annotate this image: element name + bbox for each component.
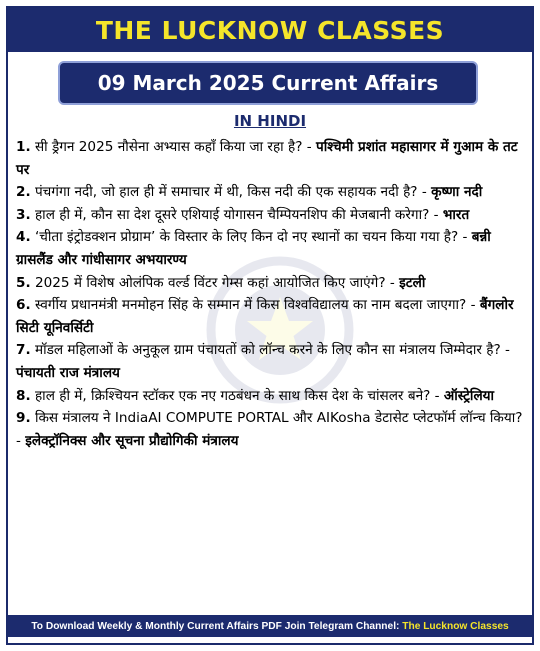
brand-banner (8, 8, 532, 52)
question-item (16, 339, 524, 384)
answer-text: इलेक्ट्रॉनिक्स और सूचना प्रौद्योगिकी मंत्रालय (25, 432, 239, 449)
question-number: 7. (16, 342, 31, 359)
footer-bar (8, 615, 532, 637)
question-text: स्वर्गीय प्रधानमंत्री मनमोहन सिंह के सम्मान में किस विश्वविद्यालय का नाम बदला जाएगा? - (34, 297, 480, 314)
answer-text: ऑस्ट्रेलिया (443, 387, 495, 404)
question-number: 6. (16, 297, 31, 314)
question-text: ‘चीता इंट्रोडक्शन प्रोग्राम’ के विस्तार के लिए किन दो नए स्थानों का चयन किया गया है? - (34, 229, 472, 246)
date-title: 09 March 2025 Current Affairs (97, 71, 439, 95)
question-text: पंचगंगा नदी, जो हाल ही में समाचार में थी, किस नदी की एक सहायक नदी है? - (34, 184, 432, 201)
question-item (16, 204, 524, 227)
question-text: मॉडल महिलाओं के अनुकूल ग्राम पंचायतों को लॉन्च करने के लिए कौन सा मंत्रालय जिम्मेदार है? - (34, 342, 510, 359)
question-number: 5. (16, 274, 31, 291)
question-item (16, 407, 524, 452)
answer-text: इटली (399, 274, 426, 291)
answer-text: पश्चिमी प्रशांत महासागर में गुआम के तट पर (16, 139, 518, 178)
answer-text: बैंगलोर सिटी यूनिवर्सिटी (16, 297, 514, 336)
language-heading (0, 111, 540, 130)
footer-text (31, 621, 508, 632)
answer-text: भारत (442, 206, 470, 223)
language-label: IN HINDI (233, 112, 307, 130)
question-text: किस मंत्रालय ने IndiaAI COMPUTE PORTAL और AIKosha डेटासेट प्लेटफॉर्म लॉन्च किया? - (16, 410, 523, 449)
question-number: 8. (16, 387, 31, 404)
brand-title: THE LUCKNOW CLASSES (95, 15, 445, 45)
question-text: हाल ही में, क्रिश्चियन स्टॉकर एक नए गठबंधन के साथ किस देश के चांसलर बने? - (34, 387, 444, 404)
question-number: 4. (16, 229, 31, 246)
question-text: हाल ही में, कौन सा देश दूसरे एशियाई योगासन चैम्पियनशिप की मेजबानी करेगा? - (34, 206, 443, 223)
answer-text: पंचायती राज मंत्रालय (16, 364, 120, 381)
question-item (16, 294, 524, 339)
question-text: 2025 में विशेष ओलंपिक वर्ल्ड विंटर गेम्स कहां आयोजित किए जाएंगे? - (34, 274, 400, 291)
question-list (16, 136, 524, 452)
question-item (16, 136, 524, 181)
question-item (16, 385, 524, 408)
question-number: 1. (16, 139, 31, 155)
date-title-box (58, 61, 478, 105)
question-number: 9. (16, 410, 31, 427)
footer-prompt: To Download Weekly & Monthly Current Affairs PDF Join Telegram Channel: (31, 620, 403, 632)
question-item (16, 226, 524, 271)
question-item (16, 272, 524, 295)
question-number: 2. (16, 184, 31, 201)
question-number: 3. (16, 206, 31, 223)
answer-text: बन्नी ग्रासलैंड और गांधीसागर अभयारण्य (16, 229, 491, 268)
question-item (16, 181, 524, 204)
telegram-channel-link[interactable]: The Lucknow Classes (402, 620, 509, 632)
question-text: सी ड्रैगन 2025 नौसेना अभ्यास कहाँ किया जा रहा है? - (34, 139, 317, 155)
answer-text: कृष्णा नदी (431, 184, 483, 201)
